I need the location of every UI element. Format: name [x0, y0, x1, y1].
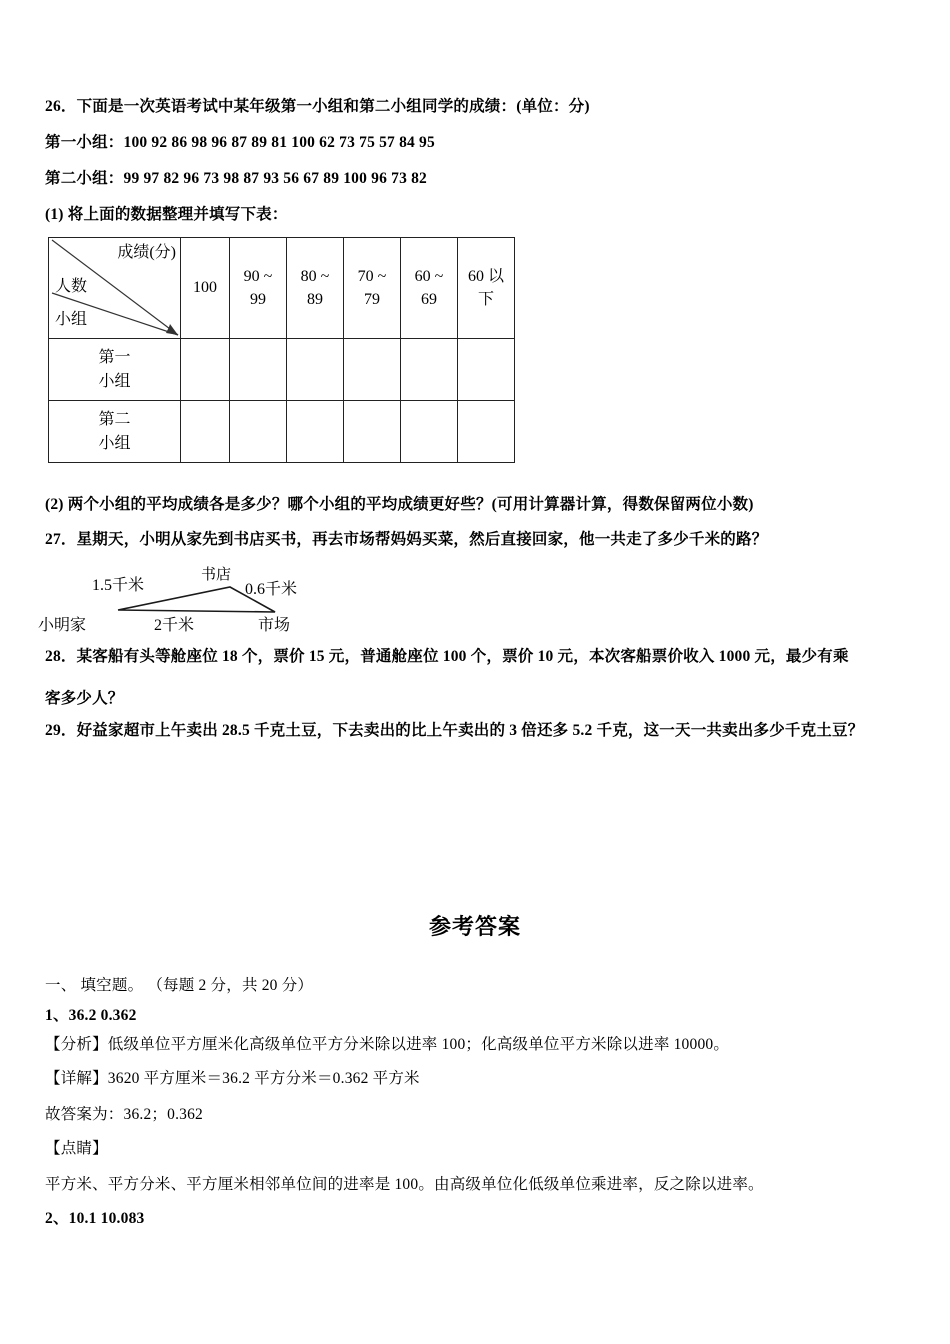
answer-cell[interactable]: [181, 339, 230, 401]
col-header-line2: 89: [307, 291, 323, 308]
answer-item-1-conclusion: 故答案为：36.2；0.362: [45, 1106, 204, 1123]
table-row: [49, 339, 515, 401]
col-header-line1: 80 ~: [300, 267, 330, 285]
table-header-row: [49, 238, 515, 339]
table-col-header-100: [181, 238, 230, 339]
col-header-line2: 下: [477, 291, 494, 308]
answer-item-1-tip-title: 【点睛】: [45, 1140, 108, 1157]
answer-key-title: 参考答案: [428, 914, 521, 939]
table-corner-header: [49, 238, 181, 339]
col-header-line1: 90 ~: [243, 267, 273, 285]
col-header-line2: 69: [421, 291, 437, 308]
answer-cell[interactable]: [458, 339, 515, 401]
answer-cell[interactable]: [401, 339, 458, 401]
table-row: [49, 401, 515, 463]
table-col-header-60-69: [401, 238, 458, 339]
question-26-group1-data: 第一小组：100 92 86 98 96 87 89 81 100 62 73 75 57 84 95: [45, 134, 435, 151]
answer-item-1-analysis: 【分析】低级单位平方厘米化高级单位平方分米除以进率 100；化高级单位平方米除以进率 10000。: [45, 1036, 730, 1053]
col-header-line1: 60 以: [467, 267, 504, 285]
question-27-triangle-diagram: [30, 558, 370, 636]
answer-cell[interactable]: [287, 401, 344, 463]
diagram-label-right-side: 0.6千米: [245, 581, 298, 598]
diagram-label-home: 小明家: [38, 617, 87, 634]
question-29-stem: 29．好益家超市上午卖出 28.5 千克土豆，下去卖出的比上午卖出的 3 倍还多 5.2 千克，这一天一共卖出多少千克土豆？: [45, 722, 864, 739]
row-label-line2: 小组: [98, 372, 131, 390]
answer-cell[interactable]: [401, 401, 458, 463]
col-header-line1: 60 ~: [414, 267, 444, 285]
answer-item-1-tip-body: 平方米、平方分米、平方厘米相邻单位间的进率是 100。由高级单位化低级单位乘进率，反之除以进率。: [45, 1176, 764, 1193]
corner-label-count: 人数: [55, 278, 88, 295]
table-col-header-90-99: [230, 238, 287, 339]
diagram-label-bookstore: 书店: [201, 567, 232, 583]
question-28-stem-line2: 客多少人？: [45, 690, 124, 707]
table-col-header-80-89: [287, 238, 344, 339]
question-26-part1-prompt: (1) 将上面的数据整理并填写下表：: [45, 206, 288, 223]
answer-item-2: 2、10.1 10.083: [45, 1210, 145, 1227]
table-col-header-70-79: [344, 238, 401, 339]
question-26-stem: 26．下面是一次英语考试中某年级第一小组和第二小组同学的成绩：(单位：分): [45, 98, 590, 115]
answer-cell[interactable]: [230, 339, 287, 401]
answer-cell[interactable]: [230, 401, 287, 463]
row-label-group2: [49, 401, 181, 463]
col-header-line1: 100: [193, 279, 217, 297]
corner-label-group: 小组: [55, 311, 88, 328]
diagram-label-market: 市场: [258, 617, 291, 634]
answer-cell[interactable]: [181, 401, 230, 463]
answer-item-1: 1、36.2 0.362: [45, 1007, 137, 1024]
question-28-stem-line1: 28．某客船有头等舱座位 18 个，票价 15 元，普通舱座位 100 个，票价 10 元，本次客船票价收入 1000 元，最少有乘: [45, 648, 849, 665]
question-27-stem: 27．星期天，小明从家先到书店买书，再去市场帮妈妈买菜，然后直接回家，他一共走了多少千米的路？: [45, 531, 768, 548]
table-col-header-below-60: [458, 238, 515, 339]
question-26-part2-prompt: (2) 两个小组的平均成绩各是多少？哪个小组的平均成绩更好些？(可用计算器计算，得数保留两位小数): [45, 496, 754, 513]
answer-cell[interactable]: [344, 339, 401, 401]
diagram-label-left-side: 1.5千米: [92, 577, 145, 594]
col-header-line1: 70 ~: [357, 267, 387, 285]
col-header-line2: 99: [250, 291, 266, 308]
diagram-label-base: 2千米: [154, 617, 195, 634]
row-label-group1: [49, 339, 181, 401]
question-26-group2-data: 第二小组：99 97 82 96 73 98 87 93 56 67 89 100 96 73 82: [45, 170, 428, 187]
answer-cell[interactable]: [287, 339, 344, 401]
score-tally-table: [48, 237, 515, 463]
row-label-line2: 小组: [98, 434, 131, 452]
answer-cell[interactable]: [344, 401, 401, 463]
row-label-line1: 第一: [98, 349, 131, 367]
row-label-line1: 第二: [98, 411, 131, 429]
answer-cell[interactable]: [458, 401, 515, 463]
answer-item-1-detail: 【详解】3620 平方厘米＝36.2 平方分米＝0.362 平方米: [45, 1070, 420, 1087]
corner-label-score: 成绩(分): [117, 244, 176, 261]
col-header-line2: 79: [364, 291, 380, 308]
answer-section-1-heading: 一、 填空题。 （每题 2 分，共 20 分）: [45, 977, 314, 994]
